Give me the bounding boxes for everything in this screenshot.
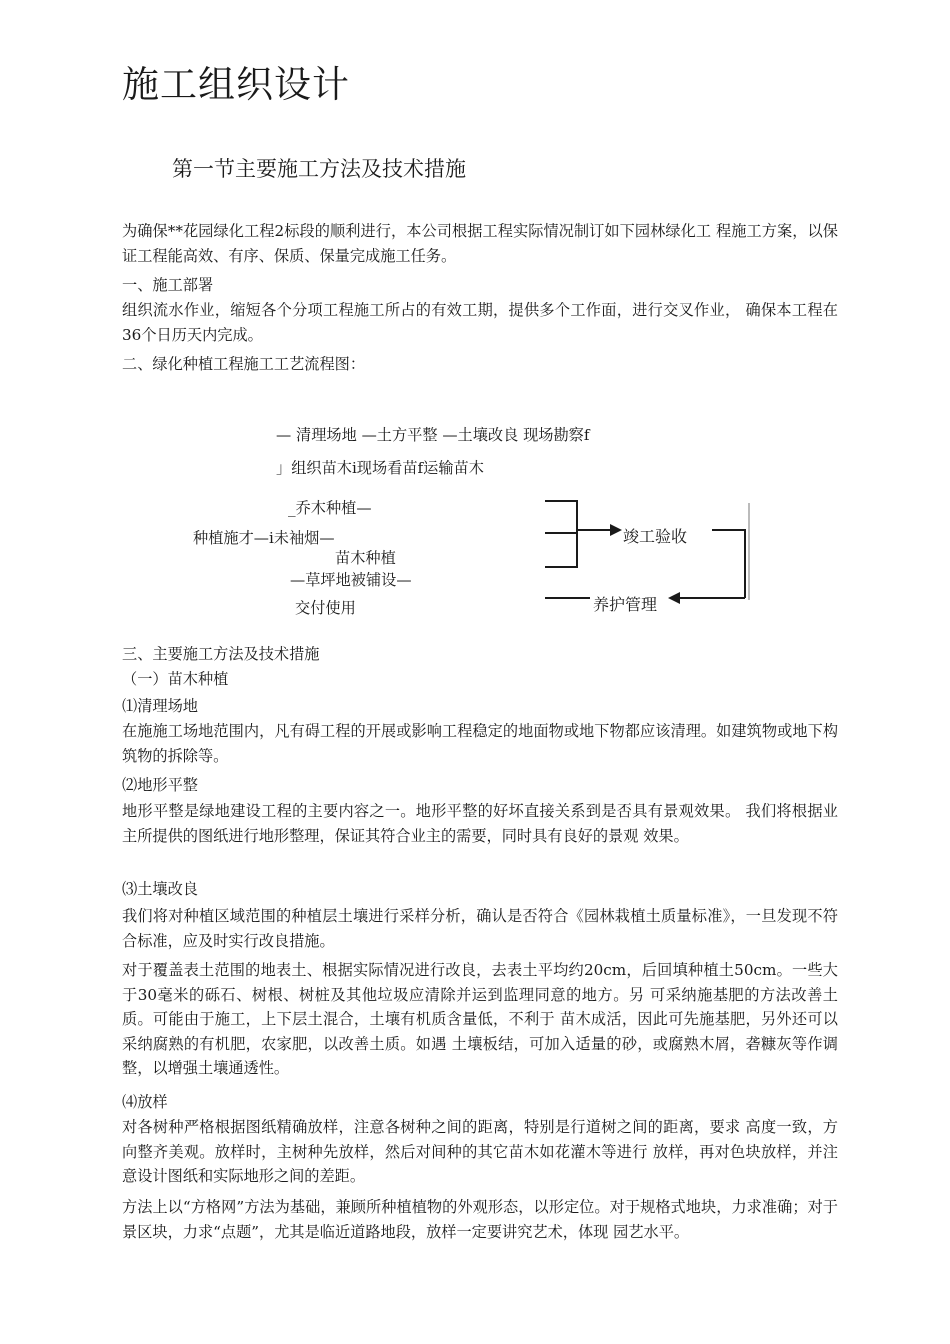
item3-paragraph1: 我们将对种植区域范围的种植层土壤进行采样分析，确认是否符合《园林栽植土质量标准》，一旦发现不符合标准，应及时实行改良措施。 (122, 907, 838, 950)
part3-heading: 三、主要施工方法及技术措施 (122, 645, 320, 663)
document-title: 施工组织设计 (122, 63, 350, 106)
part1-text: 组织流水作业，缩短各个分项工程施工所占的有效工期，提供多个工作面，进行交叉作业， 确保本工程在36个日历天内完成。 (122, 301, 838, 344)
intro-paragraph: 为确保**花园绿化工程2标段的顺利进行，本公司根据工程实际情况制订如下园林绿化工 程施工方案，以保证工程能高效、有序、保质、保量完成施工任务。 (122, 222, 838, 265)
flow-delivery: 交付使用 (295, 599, 356, 617)
arrow-to-maintenance-head (668, 592, 680, 604)
loop-right-line (712, 530, 745, 598)
flow-main-node: 种植施才—i未袖烟— (193, 529, 335, 547)
part1-heading: 一、施工部署 (122, 276, 214, 294)
flow-branch-seedlings: 苗木种植 (335, 549, 396, 567)
item4-paragraph2: 方法上以“方格网”方法为基础，兼顾所种植植物的外观形态，以形定位。对于规格式地块，力求准确；对于景区块，力求“点题”，尤其是临近道路地段，放样一定要讲究艺术，体现 园艺水平。 (122, 1198, 838, 1241)
item2-heading: ⑵地形平整 (122, 776, 198, 794)
item4-heading: ⑷放样 (122, 1093, 168, 1111)
item3-heading: ⑶土壤改良 (122, 880, 198, 898)
item1-heading: ⑴清理场地 (122, 697, 198, 715)
item3-paragraph2: 对于覆盖表土范围的地表土、根据实际情况进行改良，去表土平均约20cm，后回填种植土50cm。一些大于30毫米的砾石、树根、树桩及其他垃圾应清除并运到监理同意的地方。另 可采纳施基肥的方法改善土质。可能由于施工，上下层土混合，土壤有机质含量低，不利于 苗木成活，因此可先施基肥，另外还可以采纳腐熟的有机肥，农家肥，以改善土质。如遇 土壤板结，可加入适量的砂，或腐熟木屑，砻糠灰等作调整，以增强土壤通透性。 (122, 961, 838, 1077)
flow-branch-trees: _乔木种植— (288, 499, 372, 517)
flow-row2: 」组织苗木i现场看苗f运输苗木 (276, 459, 484, 477)
flow-maintenance: 养护管理 (593, 595, 658, 614)
flow-row1: — 清理场地 —土方平整 —土壤改良 现场勘察f (276, 426, 590, 444)
part3-sub1: （一）苗木种植 (122, 670, 229, 688)
flow-acceptance: 竣工验收 (623, 527, 688, 546)
item4-paragraph1: 对各树种严格根据图纸精确放样，注意各树种之间的距离，特别是行道树之间的距离，要求 高度一致，方向整齐美观。放样时，主树种先放样，然后对间种的其它苗木如花灌木等进行 放样，再对色块放样，并注意设计图纸和实际地形之间的差距。 (122, 1118, 838, 1185)
flow-branch-lawn: —草坪地被铺设— (290, 571, 412, 589)
part2-heading: 二、绿化种植工程施工工艺流程图： (122, 355, 365, 373)
item2-paragraph: 地形平整是绿地建设工程的主要内容之一。地形平整的好坏直接关系到是否具有景观效果。 我们将根据业主所提供的图纸进行地形整理，保证其符合业主的需要，同时具有良好的景观 效果。 (122, 802, 838, 845)
section-title: 第一节主要施工方法及技术措施 (172, 157, 466, 181)
arrow-to-acceptance-head (610, 524, 622, 536)
item1-paragraph: 在施施工场地范围内，凡有碍工程的开展或影响工程稳定的地面物或地下物都应该清理。如建筑物或地下构筑物的拆除等。 (122, 722, 838, 765)
